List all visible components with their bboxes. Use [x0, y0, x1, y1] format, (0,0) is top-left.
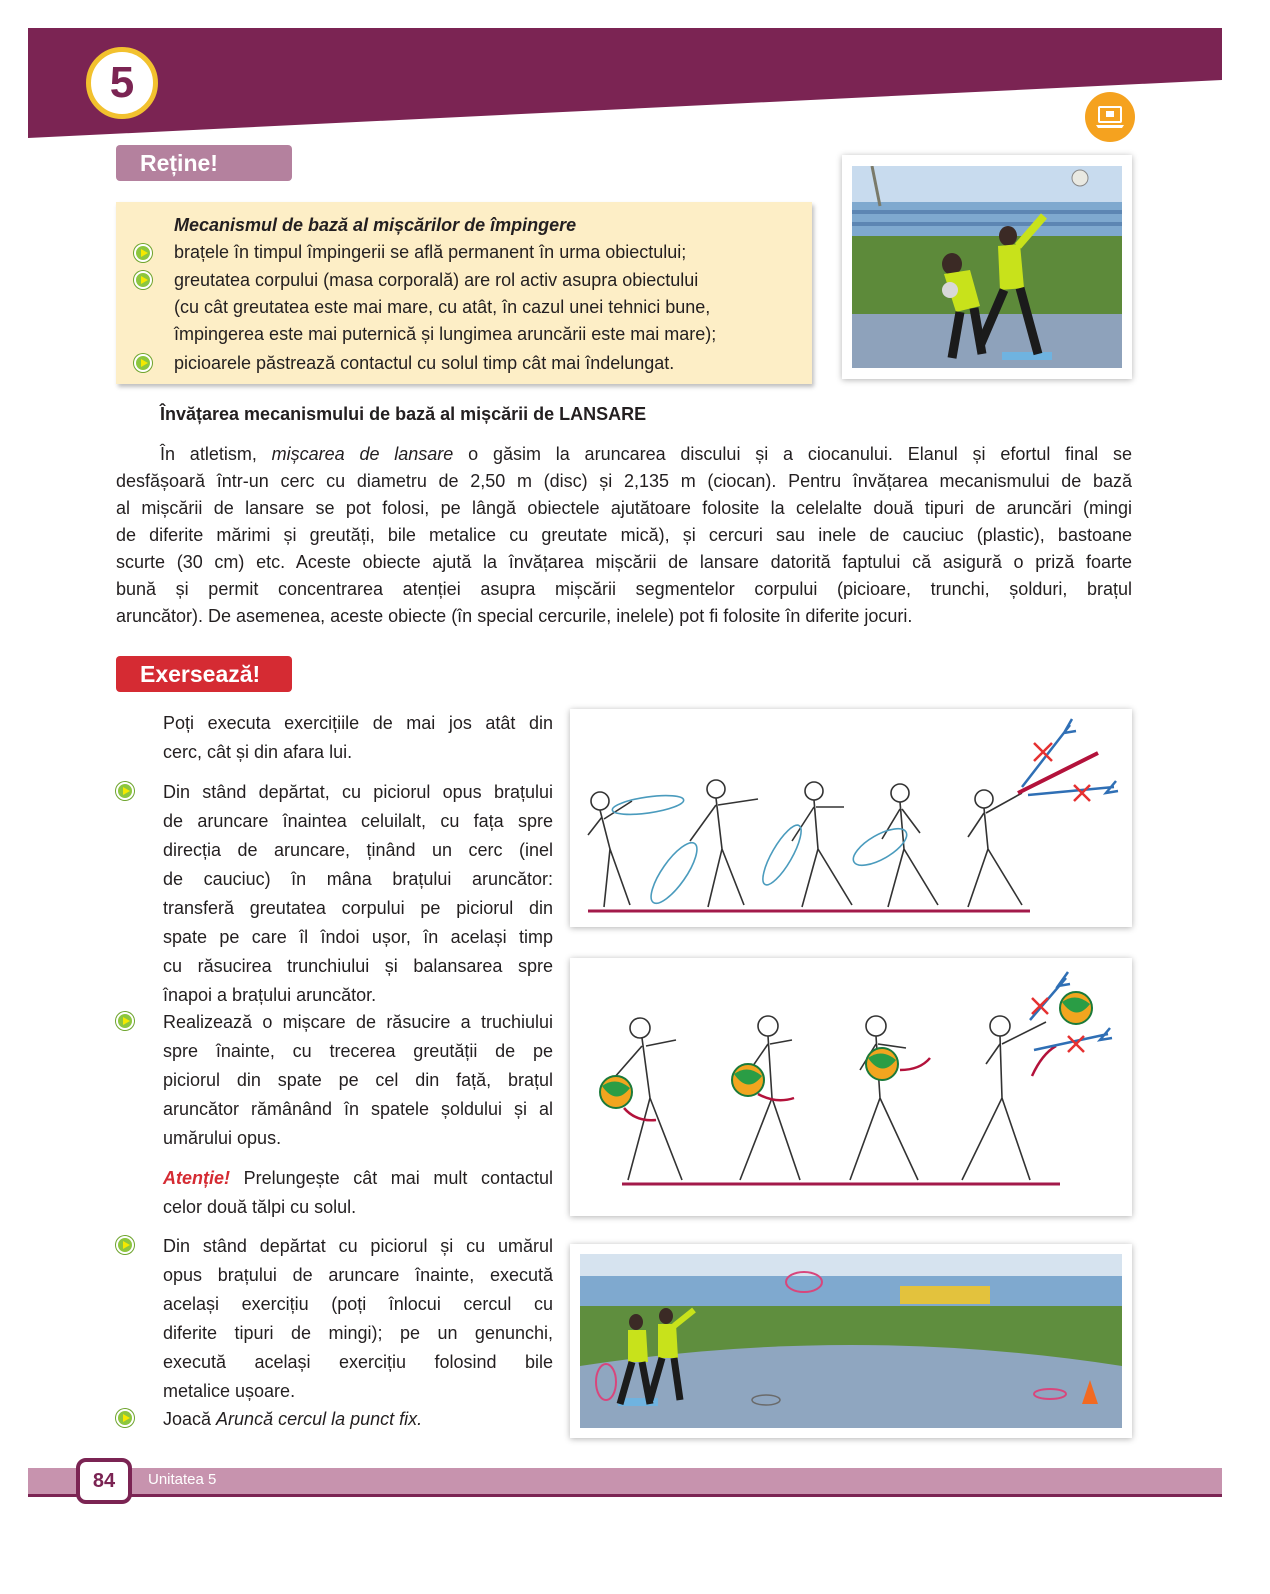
text-run: Prelungește cât mai mult contactul — [230, 1168, 553, 1188]
ball-throw-illustration — [570, 958, 1132, 1216]
stadium-ring-throw-photo — [570, 1244, 1132, 1438]
page-number: 84 — [76, 1458, 132, 1504]
exercise-3-line: execută același exercițiu folosind bile — [163, 1352, 553, 1372]
lansare-paragraph-line: bună și permit concentrarea atenției asupra mișcării segmentelor corpului (picioare, trunchi, șolduri, brațul — [116, 579, 1132, 599]
retine-line: picioarele păstrează contactul cu solul timp cât mai îndelungat. — [174, 353, 675, 373]
footer-divider — [28, 1494, 1222, 1497]
retine-line: împingerea este mai puternică și lungimea aruncării este mai mare); — [174, 324, 717, 344]
ring-throw-illustration — [570, 709, 1132, 927]
lansare-paragraph-line — [160, 441, 1132, 468]
attention-label: Atenție! — [163, 1168, 230, 1188]
lansare-paragraph-line: desfășoară într-un cerc cu diametru de 2,50 m (disc) și 2,135 m (ciocan). Pentru învățarea mecanismului de bază — [116, 471, 1132, 491]
exercise-3-line: Din stând depărtat cu piciorul și cu umărul — [163, 1236, 553, 1256]
exercise-3-line: diferite tipuri de mingi); pe un genunchi, — [163, 1323, 553, 1343]
bullet-icon — [134, 271, 152, 289]
retine-note-box — [116, 202, 812, 384]
exercise-3-line: același exercițiu (poți înlocui cercul cu — [163, 1294, 553, 1314]
retine-section-label: Reține! — [116, 145, 292, 181]
exercise-2-line: piciorul din spate pe cel din față, brațul — [163, 1070, 553, 1090]
exercise-2-line: aruncător rămânând în spatele șoldului și al — [163, 1099, 553, 1119]
laptop-icon[interactable] — [1085, 92, 1135, 142]
bullet-icon — [116, 1012, 134, 1030]
attention-note-line — [163, 1164, 553, 1193]
exercise-1-line: cu răsucirea trunchiului și balansarea spre — [163, 956, 553, 976]
bullet-icon — [134, 244, 152, 262]
exercise-2-line: Realizează o mișcare de răsucire a truchiului — [163, 1012, 553, 1032]
exercise-2-line: spre înainte, cu trecerea greutății de pe — [163, 1041, 553, 1061]
exercise-1-line: spate pe care îl îndoi ușor, în același timp — [163, 927, 553, 947]
emphasis-text: mișcarea de lansare — [271, 444, 454, 464]
lansare-paragraph-line: al mișcării de lansare se pot folosi, pe lângă obiectele ajutătoare folosite la celelalte două tipuri de aruncări (mingi — [116, 498, 1132, 518]
bullet-icon — [134, 354, 152, 372]
lansare-paragraph-line: scurte (30 cm) etc. Aceste obiecte ajută la învățarea mișcării de lansare datorită faptului că asigură o priză foarte — [116, 552, 1132, 572]
text-run: o găsim la aruncarea discului și a ciocanului. Elanul și efortul final se — [453, 444, 1132, 464]
text-run: În atletism, — [160, 444, 272, 464]
shot-put-photo — [842, 155, 1132, 379]
retine-line: greutatea corpului (masa corporală) are rol activ asupra obiectului — [174, 270, 699, 290]
intro-line: cerc, cât și din afara lui. — [163, 742, 353, 762]
unit-label: Unitatea 5 — [148, 1471, 217, 1488]
attention-note-line: celor două tălpi cu solul. — [163, 1197, 357, 1217]
bullet-icon — [116, 782, 134, 800]
header-band — [28, 28, 1222, 138]
exercise-2-line: umărului opus. — [163, 1128, 282, 1148]
exercise-1-line: transferă greutatea corpului pe piciorul din — [163, 898, 553, 918]
retine-title: Mecanismul de bază al mișcărilor de împingere — [174, 215, 577, 235]
exercise-1-line: de cauciuc) în mâna brațului aruncător: — [163, 869, 553, 889]
chapter-number-badge: 5 — [86, 47, 158, 119]
lansare-paragraph-line: de diferite mărimi și greutăți, bile metalice cu greutate mică), și cercuri sau inele de cauciuc (plastic), bastoane — [116, 525, 1132, 545]
bullet-icon — [116, 1409, 134, 1427]
game-line — [163, 1405, 553, 1434]
exercise-1-line: înapoi a brațului aruncător. — [163, 985, 377, 1005]
exercise-1-line: Din stând depărtat, cu piciorul opus brațului — [163, 782, 553, 802]
lansare-paragraph-line: aruncător). De asemenea, aceste obiecte (în special cercurile, inelele) pot fi folosite în diferite jocuri. — [116, 606, 913, 626]
exercise-1-line: de aruncare înaintea celuilalt, cu fața spre — [163, 811, 553, 831]
text-run: Joacă — [163, 1409, 217, 1429]
exerseaza-section-label: Exersează! — [116, 656, 292, 692]
lansare-heading: Învățarea mecanismului de bază al mișcării de LANSARE — [160, 404, 647, 424]
retine-line: brațele în timpul împingerii se află permanent în urma obiectului; — [174, 242, 687, 262]
intro-line: Poți executa exercițiile de mai jos atât din — [163, 713, 553, 733]
retine-line: (cu cât greutatea este mai mare, cu atât, în cazul unei tehnici bune, — [174, 297, 711, 317]
exercise-3-line: metalice ușoare. — [163, 1381, 296, 1401]
exercise-1-line: direcția de aruncare, ținând un cerc (inel — [163, 840, 553, 860]
bullet-icon — [116, 1236, 134, 1254]
game-name: Aruncă cercul la punct fix. — [216, 1409, 423, 1429]
exercise-3-line: opus brațului de aruncare înainte, execută — [163, 1265, 553, 1285]
